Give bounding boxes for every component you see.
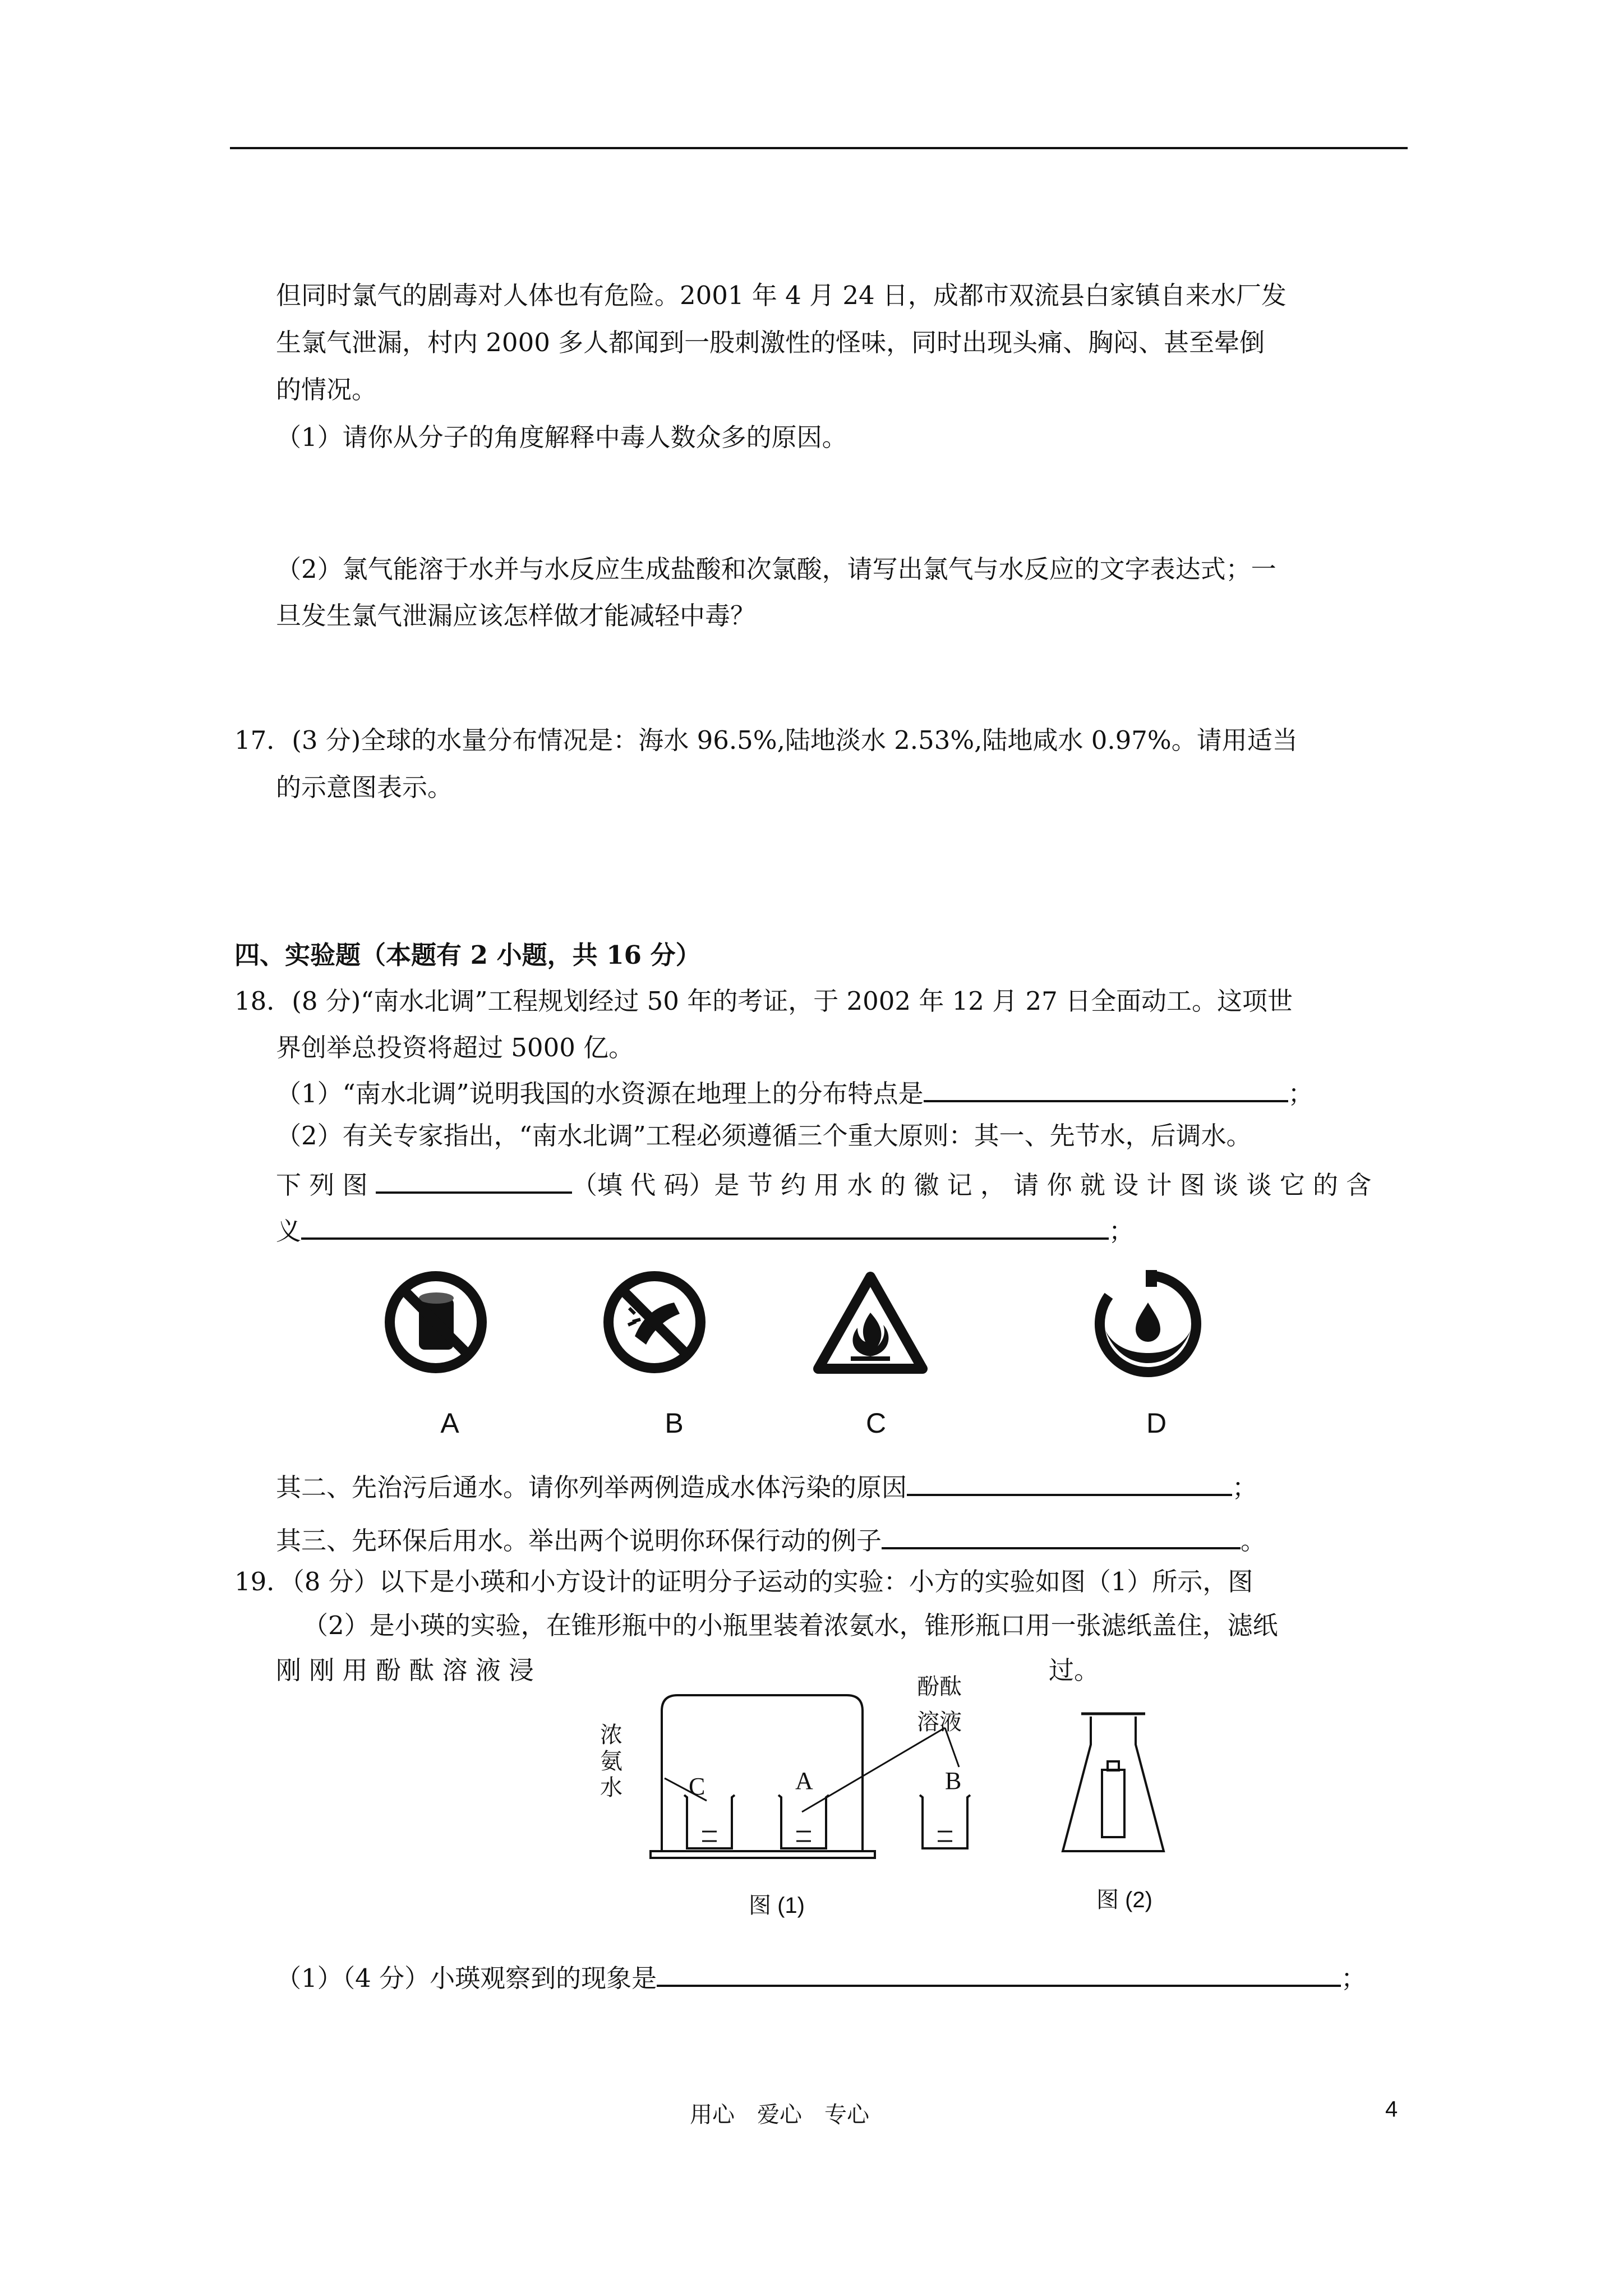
label-ammonia-2: 氨 xyxy=(600,1749,623,1774)
q17-line1: 17．(3 分)全球的水量分布情况是：海水 96.5%,陆地淡水 2.53%,陆地咸水 0.97%。请用适当 xyxy=(234,725,1298,755)
q16-part1: （1）请你从分子的角度解释中毒人数众多的原因。 xyxy=(276,422,847,452)
label-beaker-b: B xyxy=(945,1767,962,1795)
q18-sub2-line2a: 下 列 图 xyxy=(276,1170,368,1200)
no-spray-sign-icon xyxy=(601,1269,708,1375)
answer-blank[interactable] xyxy=(657,1959,1341,1987)
q18-sub1-text: （1）“南水北调”说明我国的水资源在地理上的分布特点是 xyxy=(276,1079,924,1108)
label-phenolphthalein-2: 溶液 xyxy=(917,1710,962,1734)
sign-label-d: D xyxy=(1146,1407,1167,1439)
answer-blank[interactable] xyxy=(907,1468,1232,1496)
q18-other3-text: 其三、先环保后用水。举出两个说明你环保行动的例子 xyxy=(276,1526,882,1556)
label-beaker-a: A xyxy=(795,1767,813,1795)
q18-sub1-end: ； xyxy=(1288,1079,1313,1108)
label-ammonia-3: 水 xyxy=(600,1775,623,1800)
q18-other2-text: 其二、先治污后通水。请你列举两例造成水体污染的原因 xyxy=(276,1473,907,1502)
q19-line1: 19．（8 分）以下是小瑛和小方设计的证明分子运动的实验：小方的实验如图（1）所示，图 xyxy=(234,1567,1253,1596)
q18-other3-end: 。 xyxy=(1241,1526,1266,1556)
flammable-warning-sign-icon xyxy=(811,1269,929,1375)
footer-motto: 用心 爱心 专心 xyxy=(690,2102,869,2127)
q18-other2 xyxy=(276,1468,1257,1504)
header-rule xyxy=(230,147,1408,149)
q19-sub1-end: ； xyxy=(1341,1963,1367,1993)
q19-sub1-text: （1）（4 分）小瑛观察到的现象是 xyxy=(276,1963,657,1993)
q19-line3b: 过。 xyxy=(1049,1655,1100,1685)
figure-2-caption: 图 (2) xyxy=(1096,1888,1152,1912)
sign-label-a: A xyxy=(440,1407,459,1439)
q18-line2: 界创举总投资将超过 5000 亿。 xyxy=(276,1033,634,1062)
q18-sub2-line2b: （填 代 码）是 节 约 用 水 的 徽 记 ， 请 你 就 设 计 图 谈 谈 它 的 含 xyxy=(571,1170,1372,1200)
q18-sub1 xyxy=(276,1074,1313,1111)
paragraph-line-2: 生氯气泄漏，村内 2000 多人都闻到一股刺激性的怪味，同时出现头痛、胸闷、甚至晕倒 xyxy=(276,328,1265,357)
answer-blank[interactable] xyxy=(882,1521,1241,1549)
figure-1-caption: 图 (1) xyxy=(749,1893,805,1918)
sign-label-b: B xyxy=(665,1407,684,1439)
page-number: 4 xyxy=(1385,2097,1398,2122)
answer-blank[interactable] xyxy=(376,1166,572,1194)
answer-blank[interactable] xyxy=(924,1074,1288,1102)
q18-sub2-line3a: 义 xyxy=(276,1216,302,1246)
q19-sub1 xyxy=(276,1959,1366,1995)
q18-other3 xyxy=(276,1521,1266,1558)
q18-sub2-line3 xyxy=(276,1212,1134,1248)
q18-sub2-line1: （2）有关专家指出，“南水北调”工程必须遵循三个重大原则：其一、先节水，后调水。 xyxy=(276,1121,1252,1151)
label-beaker-c: C xyxy=(689,1773,706,1800)
water-saving-emblem-icon xyxy=(1092,1269,1204,1381)
q19-line3a: 刚 刚 用 酚 酞 溶 液 浸 xyxy=(276,1655,534,1685)
label-ammonia-1: 浓 xyxy=(600,1723,623,1747)
q18-other2-end: ； xyxy=(1232,1473,1258,1502)
paragraph-line-1: 但同时氯气的剧毒对人体也有危险。2001 年 4 月 24 日，成都市双流县白家镇自来水厂发 xyxy=(276,280,1287,310)
q18-sub2-line2 xyxy=(276,1166,1371,1202)
q17-line2: 的示意图表示。 xyxy=(276,772,453,802)
q16-part2-line1: （2）氯气能溶于水并与水反应生成盐酸和次氯酸，请写出氯气与水反应的文字表达式；一 xyxy=(276,554,1276,584)
answer-blank[interactable] xyxy=(301,1212,1109,1240)
q16-part2-line2: 旦发生氯气泄漏应该怎样做才能减轻中毒？ xyxy=(276,601,756,631)
sign-label-c: C xyxy=(865,1407,887,1439)
label-phenolphthalein-1: 酚酞 xyxy=(917,1674,962,1699)
paragraph-line-3: 的情况。 xyxy=(276,375,377,404)
q18-sub2-line3-end: ； xyxy=(1109,1216,1135,1246)
q19-line2: （2）是小瑛的实验，在锥形瓶中的小瓶里装着浓氨水，锥形瓶口用一张滤纸盖住，滤纸 xyxy=(303,1611,1278,1640)
q18-line1: 18．(8 分)“南水北调”工程规划经过 50 年的考证，于 2002 年 12 月 27 日全面动工。这项世 xyxy=(234,986,1293,1016)
section-heading: 四、实验题（本题有 2 小题，共 16 分） xyxy=(234,940,701,970)
no-oil-drum-sign-icon xyxy=(382,1269,489,1375)
